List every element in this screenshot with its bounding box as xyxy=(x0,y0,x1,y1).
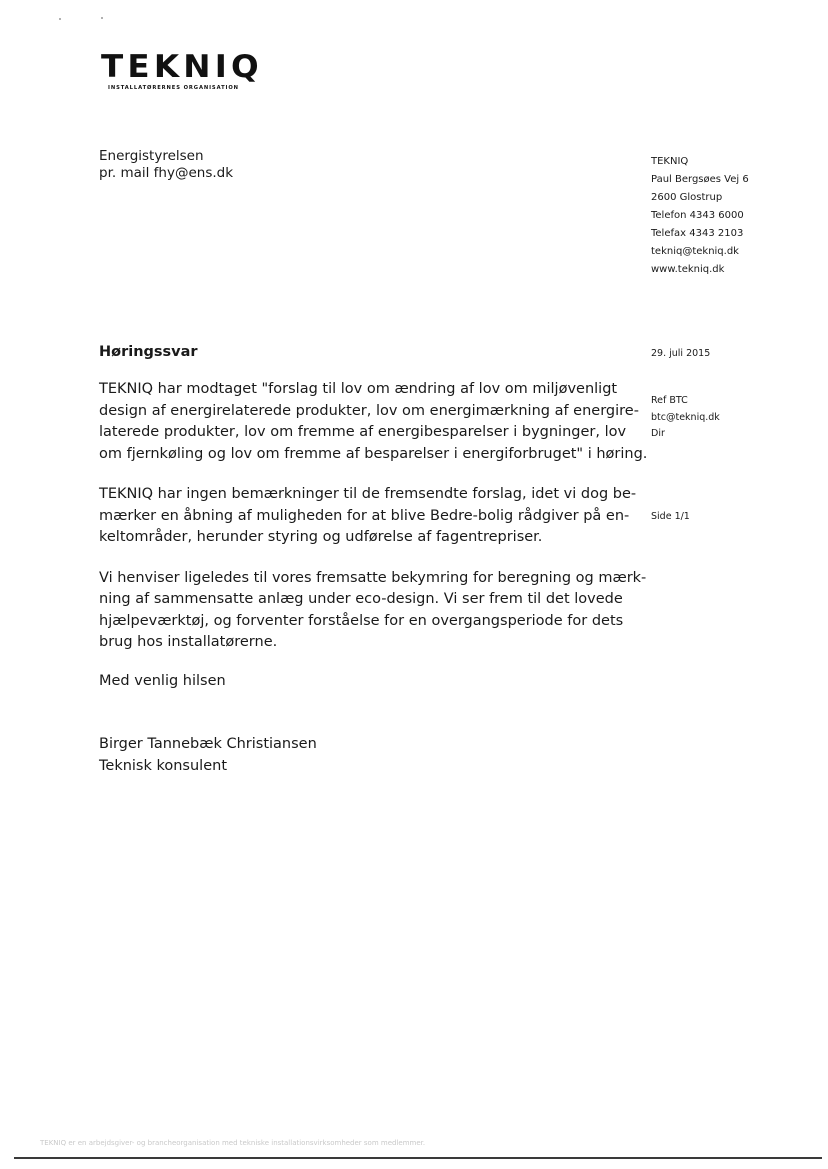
sender-phone: Telefon 4343 6000 xyxy=(651,210,744,221)
scan-speck xyxy=(59,18,61,20)
body-line: TEKNIQ har ingen bemærkninger til de fremsendte forslag, idet vi dog be- xyxy=(99,486,637,502)
body-line: TEKNIQ har modtaget "forslag til lov om ændring af lov om miljøvenligt xyxy=(99,381,618,397)
body-line: om fjernkøling og lov om fremme af besparelser i energiforbruget" i høring. xyxy=(99,445,648,462)
signatory-title: Teknisk konsulent xyxy=(99,757,228,774)
sender-email: tekniq@tekniq.dk xyxy=(651,246,739,257)
body-line: ning af sammensatte anlæg under eco-design. Vi ser frem til det lovede xyxy=(99,591,623,607)
sender-address-block xyxy=(651,153,749,279)
sender-name: TEKNIQ xyxy=(651,156,689,167)
ref-dir: Dir xyxy=(651,428,665,439)
body-line: hjælpeværktøj, og forventer forståelse for en overgangsperiode for dets xyxy=(99,612,624,629)
body-line: Vi henviser ligeledes til vores fremsatte bekymring for beregning og mærk- xyxy=(99,569,647,586)
body-line: brug hos installatørerne. xyxy=(99,634,278,650)
signatory-name: Birger Tannebæk Christiansen xyxy=(99,736,317,752)
sender-street: Paul Bergsøes Vej 6 xyxy=(651,174,749,185)
recipient-mail: pr. mail fhy@ens.dk xyxy=(99,165,234,181)
letter-body xyxy=(99,379,648,673)
body-line: mærker en åbning af muligheden for at blive Bedre-bolig rådgiver på en- xyxy=(99,507,630,524)
body-line: keltområder, herunder styring og udførelse af fagentrepriser. xyxy=(99,529,543,545)
sender-fax: Telefax 4343 2103 xyxy=(651,228,744,239)
signature-block xyxy=(99,734,317,777)
letter-date: 29. juli 2015 xyxy=(651,348,711,359)
closing-salutation: Med venlig hilsen xyxy=(99,673,226,689)
logo-wordmark: TEKNIQ xyxy=(101,49,263,85)
letter-heading: Høringssvar xyxy=(99,344,198,360)
recipient-name: Energistyrelsen xyxy=(99,148,204,164)
body-line: design af energirelaterede produkter, lov om energimærkning af energire- xyxy=(99,402,639,419)
paragraph-2 xyxy=(99,484,637,549)
ref-email: btc@tekniq.dk xyxy=(651,411,720,423)
sender-web: www.tekniq.dk xyxy=(651,264,725,275)
page-number: Side 1/1 xyxy=(651,511,690,522)
paragraph-1 xyxy=(99,379,648,465)
ref-initials: Ref BTC xyxy=(651,395,688,406)
footer-rule xyxy=(14,1157,822,1159)
tekniq-logo xyxy=(101,49,263,91)
recipient-block xyxy=(99,148,233,182)
footer-text: TEKNIQ er en arbejdsgiver- og brancheorganisation med tekniske installationsvirksomheder som medlemmer. xyxy=(40,1139,426,1147)
sender-city: 2600 Glostrup xyxy=(651,192,723,203)
body-line: laterede produkter, lov om fremme af energibesparelser i bygninger, lov xyxy=(99,424,627,440)
paragraph-3 xyxy=(99,568,647,654)
scan-speck xyxy=(101,17,103,19)
reference-block xyxy=(651,393,720,443)
logo-subtitle: INSTALLATØRERNES ORGANISATION xyxy=(108,85,239,91)
